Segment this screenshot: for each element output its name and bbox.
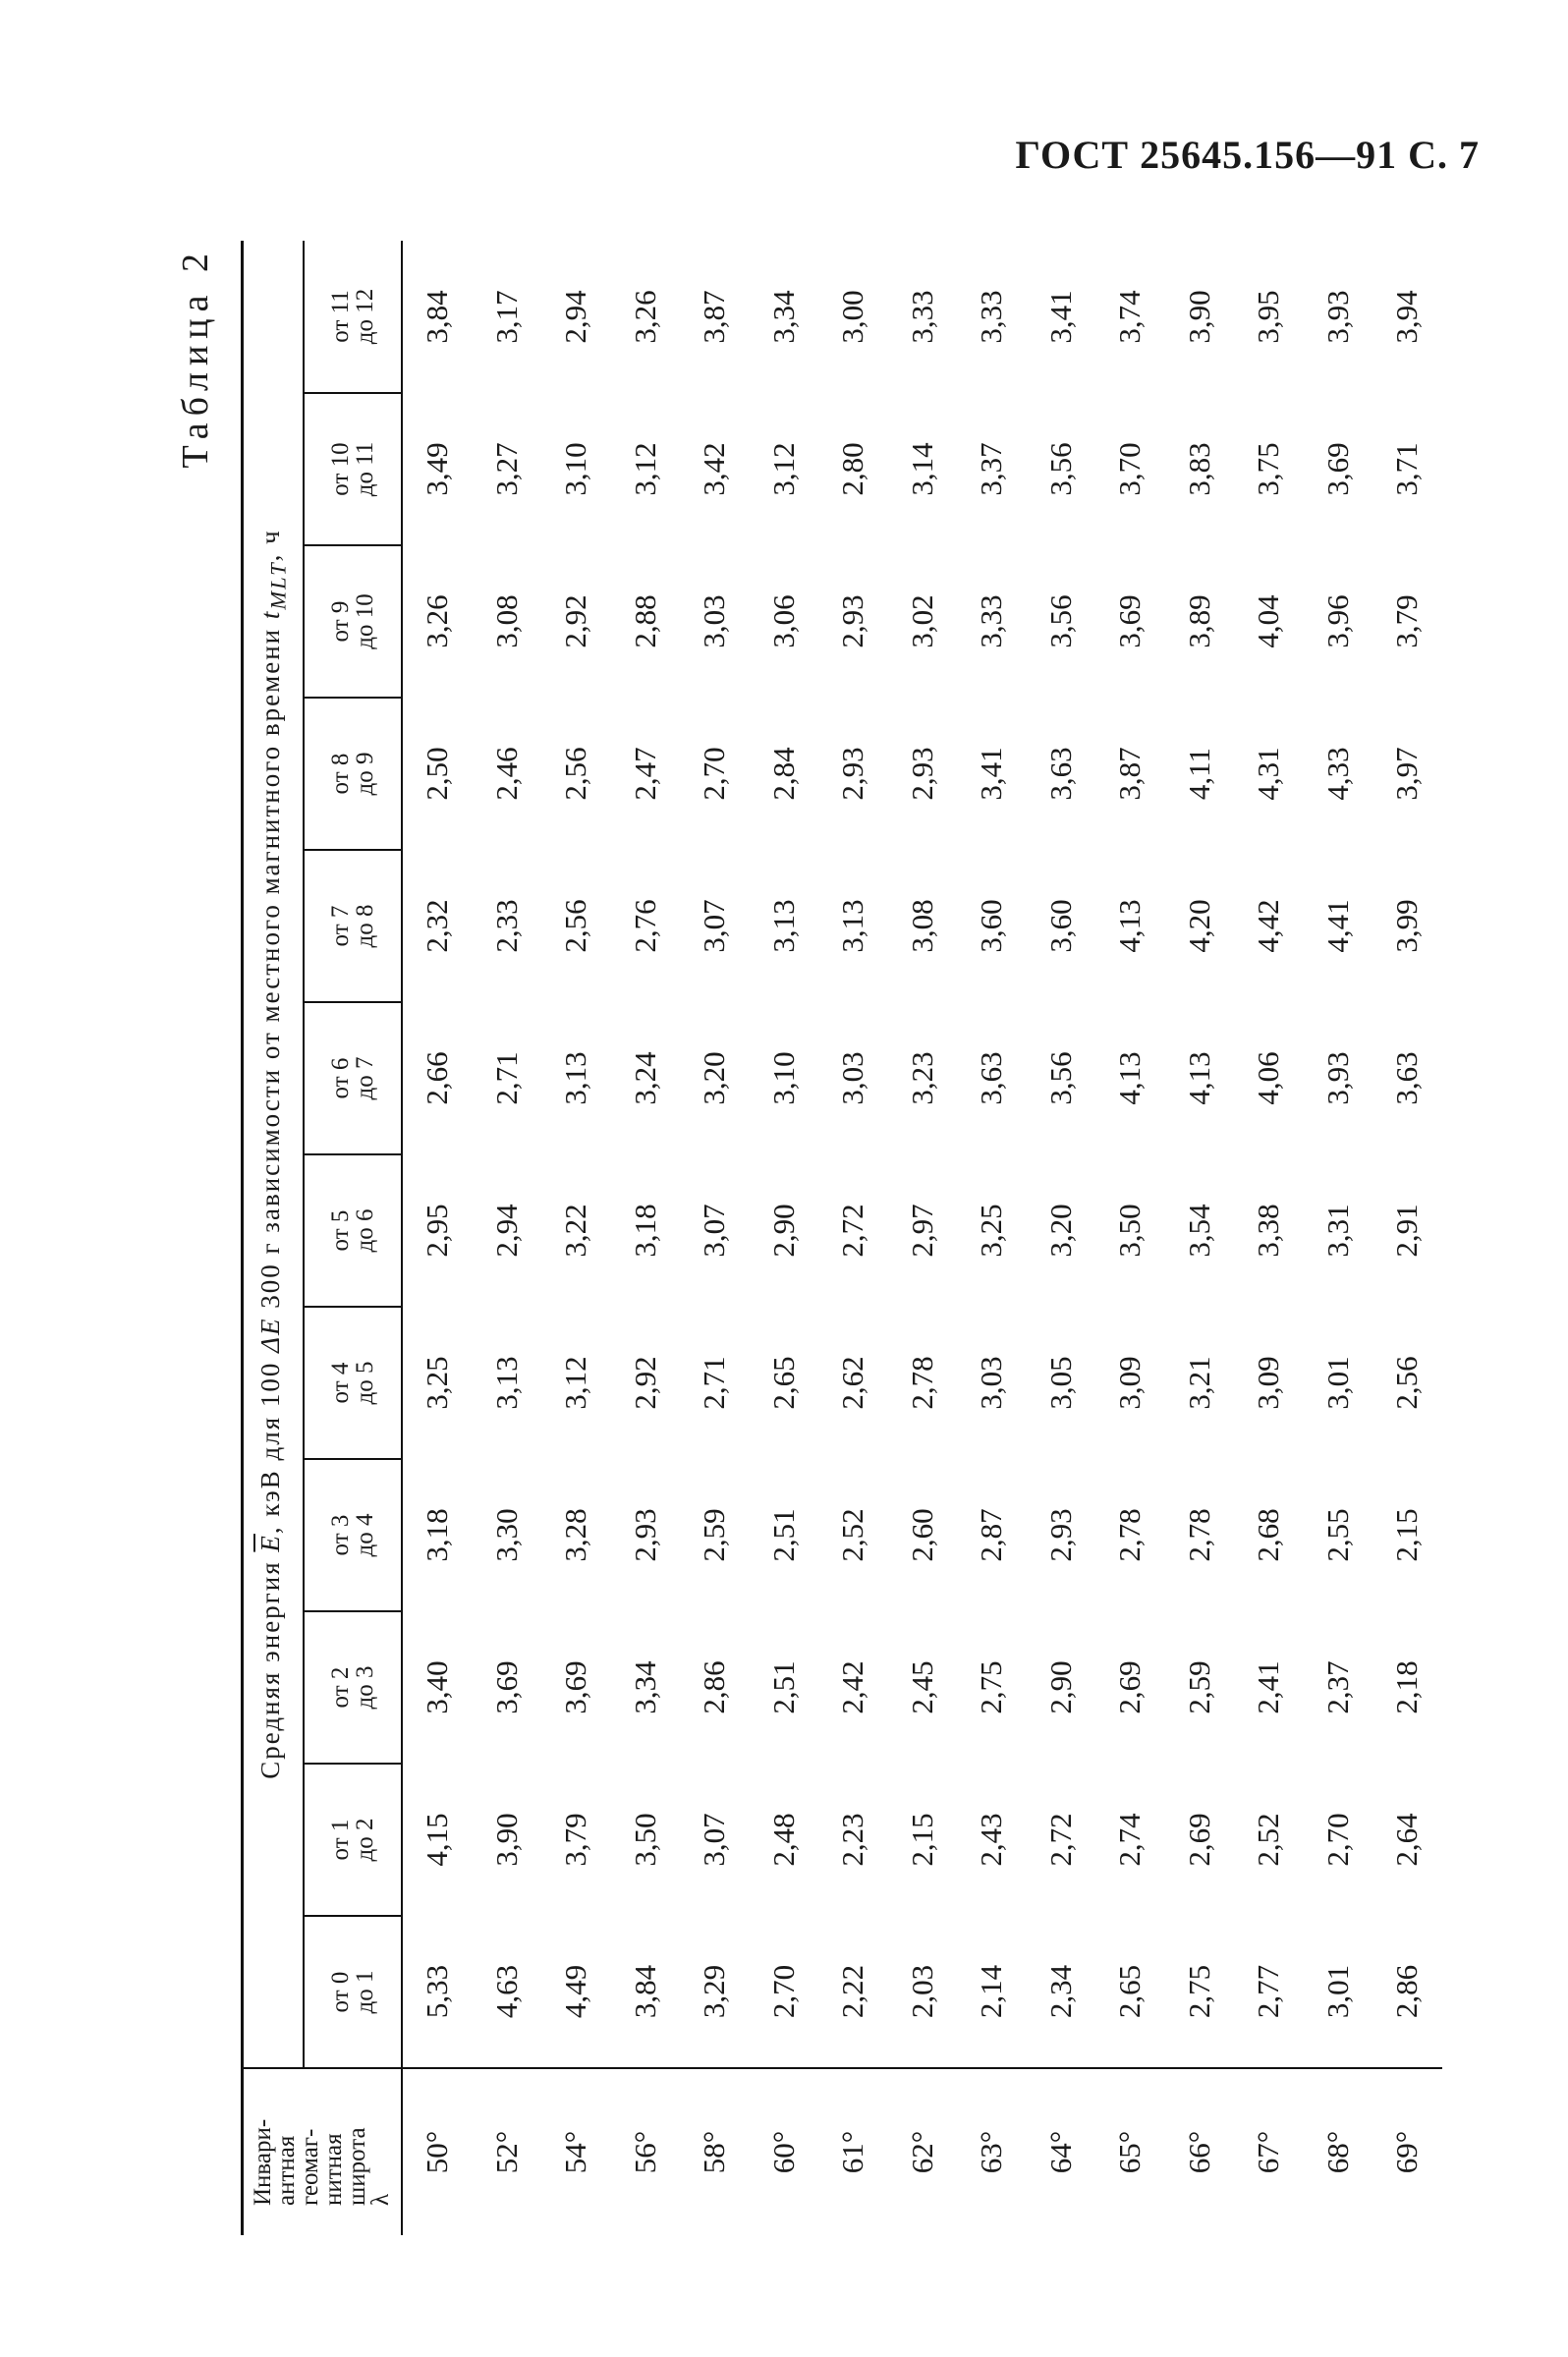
column-header-line: до 11 [352,441,378,497]
value-cell: 4,13 [1112,899,1148,953]
column-header [304,1916,402,2068]
value-cell: 3,23 [904,1051,939,1105]
value-cell: 3,60 [1042,899,1078,953]
value-cell: 3,42 [697,442,732,496]
value-cell: 3,20 [1042,1204,1078,1258]
value-cell: 3,18 [627,1204,662,1258]
value-cell: 2,66 [420,1051,455,1105]
value-cell: 3,49 [420,442,455,496]
column-header [304,1611,402,1764]
column-header-line: от 2 [327,1666,354,1709]
value-cell: 3,25 [974,1204,1009,1258]
value-cell: 3,22 [558,1204,593,1258]
value-cell: 3,24 [627,1051,662,1105]
value-cell: 2,70 [1319,1813,1355,1867]
column-header-line: до 5 [352,1361,378,1405]
table-row [888,241,958,2235]
value-cell: 3,89 [1181,594,1216,648]
value-cell: 3,75 [1251,442,1286,496]
value-cell: 2,70 [765,1964,801,2019]
value-cell: 3,00 [835,290,870,344]
latitude-cell: 58° [680,2068,750,2235]
value-cell: 2,46 [488,747,524,801]
value-cell: 3,13 [835,899,870,953]
latitude-cell: 68° [1304,2068,1373,2235]
value-cell: 3,08 [488,594,524,648]
value-cell: 3,07 [697,899,732,953]
value-cell: 2,90 [765,1204,801,1258]
value-cell: 2,65 [1112,1964,1148,2019]
value-cell: 2,88 [627,594,662,648]
column-header [304,1002,402,1154]
value-cell: 3,12 [765,442,801,496]
value-cell: 3,12 [558,1356,593,1410]
value-cell: 2,86 [697,1660,732,1714]
value-cell: 3,50 [627,1813,662,1867]
value-cell: 3,69 [1112,594,1148,648]
value-cell: 3,90 [488,1813,524,1867]
value-cell: 2,42 [835,1660,870,1714]
lat-header-line: Инвари- [250,2118,276,2206]
column-header-line: от 4 [327,1362,354,1404]
value-cell: 3,27 [488,442,524,496]
table-row [818,241,888,2235]
value-cell: 3,69 [558,1660,593,1714]
latitude-cell: 62° [888,2068,958,2235]
latitude-cell: 54° [541,2068,611,2235]
value-cell: 3,54 [1181,1204,1216,1258]
value-cell: 2,03 [904,1964,939,2019]
value-cell: 2,84 [765,747,801,801]
value-cell: 3,26 [627,290,662,344]
latitude-cell: 61° [818,2068,888,2235]
value-cell: 2,68 [1251,1508,1286,1562]
value-cell: 3,69 [1319,442,1355,496]
latitude-cell: 52° [473,2068,542,2235]
value-cell: 2,74 [1112,1813,1148,1867]
value-cell: 2,91 [1389,1204,1425,1258]
delta-e-symbol: ΔE [254,1317,285,1353]
column-header [304,545,402,698]
energy-header-units: , кэВ для 100 [254,1361,285,1535]
value-cell: 2,37 [1319,1660,1355,1714]
latitude-cell: 67° [1234,2068,1304,2235]
table-row [1027,241,1096,2235]
table-row [473,241,542,2235]
value-cell: 2,78 [1181,1508,1216,1562]
column-header [304,1459,402,1611]
value-cell: 2,75 [974,1660,1009,1714]
lat-header-line: антная [273,2135,300,2206]
value-cell: 3,13 [488,1356,524,1410]
value-cell: 2,14 [974,1964,1009,2019]
value-cell: 3,01 [1319,1356,1355,1410]
value-cell: 2,15 [904,1813,939,1867]
value-cell: 2,93 [835,594,870,648]
value-cell: 2,22 [835,1964,870,2019]
column-header-line: от 5 [327,1209,354,1252]
lat-header-line: нитная [320,2133,347,2206]
value-cell: 4,33 [1319,747,1355,801]
value-cell: 4,13 [1112,1051,1148,1105]
value-cell: 2,59 [697,1508,732,1562]
mlt-subscript: MLT [265,561,291,610]
column-header [304,1154,402,1307]
value-cell: 2,64 [1389,1813,1425,1867]
value-cell: 3,33 [974,290,1009,344]
value-cell: 2,94 [558,290,593,344]
value-cell: 4,13 [1181,1051,1216,1105]
latitude-cell: 50° [402,2068,473,2235]
value-cell: 3,95 [1251,290,1286,344]
column-header-line: от 3 [327,1514,354,1556]
column-header-line: до 1 [352,1970,378,2014]
value-cell: 2,41 [1251,1660,1286,1714]
table-row [611,241,681,2235]
column-header-line: до 7 [352,1056,378,1100]
table-caption: Таблица 2 [175,247,216,469]
value-cell: 4,31 [1251,747,1286,801]
column-header [304,850,402,1002]
lat-header-line: λ [367,2193,394,2206]
energy-symbol: $\overline{E}$ [254,1534,285,1552]
value-cell: 3,10 [558,442,593,496]
latitude-cell: 60° [750,2068,819,2235]
table-row [1372,241,1442,2235]
value-cell: 3,17 [488,290,524,344]
column-header-line: до 8 [352,904,378,948]
latitude-cell: 69° [1372,2068,1442,2235]
value-cell: 3,18 [420,1508,455,1562]
value-cell: 3,38 [1251,1204,1286,1258]
column-header-line: от 10 [327,442,354,496]
value-cell: 2,15 [1389,1508,1425,1562]
value-cell: 3,70 [1112,442,1148,496]
value-cell: 4,06 [1251,1051,1286,1105]
value-cell: 2,33 [488,899,524,953]
value-cell: 3,14 [904,442,939,496]
value-cell: 3,09 [1251,1356,1286,1410]
value-cell: 3,41 [974,747,1009,801]
value-cell: 3,56 [1042,1051,1078,1105]
rotated-table-block [172,241,1479,2235]
value-cell: 3,84 [420,290,455,344]
table-row [1095,241,1165,2235]
value-cell: 3,28 [558,1508,593,1562]
value-cell: 3,03 [835,1051,870,1105]
column-header-line: до 10 [352,593,378,649]
column-header-line: до 2 [352,1818,378,1862]
value-cell: 3,33 [974,594,1009,648]
value-cell: 3,63 [1389,1051,1425,1105]
value-cell: 3,01 [1319,1964,1355,2019]
value-cell: 3,34 [765,290,801,344]
table-row [680,241,750,2235]
value-cell: 2,56 [558,899,593,953]
column-header [304,1764,402,1916]
value-cell: 2,93 [627,1508,662,1562]
value-cell: 4,49 [558,1964,593,2019]
value-cell: 2,71 [488,1051,524,1105]
column-header-line: до 12 [352,288,378,345]
column-header-line: от 0 [327,1971,354,2013]
column-header-line: до 3 [352,1665,378,1710]
value-cell: 2,77 [1251,1964,1286,2019]
value-cell: 3,79 [558,1813,593,1867]
value-cell: 3,07 [697,1813,732,1867]
table-row [1165,241,1235,2235]
value-cell: 3,13 [558,1051,593,1105]
value-cell: 3,37 [974,442,1009,496]
table-row [750,241,819,2235]
column-header-line: до 4 [352,1513,378,1557]
value-cell: 2,86 [1389,1964,1425,2019]
value-cell: 2,71 [697,1356,732,1410]
value-cell: 2,45 [904,1660,939,1714]
value-cell: 2,18 [1389,1660,1425,1714]
value-cell: 3,02 [904,594,939,648]
value-cell: 2,78 [904,1356,939,1410]
t-symbol: t [254,609,285,620]
value-cell: 3,71 [1389,442,1425,496]
value-cell: 3,99 [1389,899,1425,953]
energy-table [241,241,1442,2235]
value-cell: 2,51 [765,1508,801,1562]
latitude-cell: 56° [611,2068,681,2235]
value-cell: 3,93 [1319,1051,1355,1105]
latitude-cell: 65° [1095,2068,1165,2235]
value-cell: 2,80 [835,442,870,496]
value-cell: 2,60 [904,1508,939,1562]
value-cell: 2,75 [1181,1964,1216,2019]
value-cell: 2,59 [1181,1660,1216,1714]
value-cell: 3,07 [697,1204,732,1258]
column-header [304,393,402,545]
value-cell: 3,12 [627,442,662,496]
value-cell: 2,92 [627,1356,662,1410]
value-cell: 3,63 [974,1051,1009,1105]
energy-header-mid: 300 г зависимости от местного магнитного времени [254,627,285,1309]
value-cell: 3,40 [420,1660,455,1714]
value-cell: 3,08 [904,899,939,953]
value-cell: 3,50 [1112,1204,1148,1258]
time-unit: , ч [254,529,285,562]
value-cell: 2,90 [1042,1660,1078,1714]
value-cell: 3,83 [1181,442,1216,496]
value-cell: 2,51 [765,1660,801,1714]
column-header-line: от 7 [327,905,354,947]
value-cell: 3,33 [904,290,939,344]
value-cell: 2,97 [904,1204,939,1258]
value-cell: 3,26 [420,594,455,648]
value-cell: 2,32 [420,899,455,953]
value-cell: 3,06 [765,594,801,648]
value-cell: 2,55 [1319,1508,1355,1562]
value-cell: 3,03 [974,1356,1009,1410]
value-cell: 3,13 [765,899,801,953]
value-cell: 3,69 [488,1660,524,1714]
value-cell: 4,20 [1181,899,1216,953]
value-cell: 2,47 [627,747,662,801]
value-cell: 3,63 [1042,747,1078,801]
value-cell: 2,94 [488,1204,524,1258]
value-cell: 2,70 [697,747,732,801]
value-cell: 3,97 [1389,747,1425,801]
column-header [304,241,402,393]
value-cell: 4,04 [1251,594,1286,648]
value-cell: 2,78 [1112,1508,1148,1562]
value-cell: 3,96 [1319,594,1355,648]
value-cell: 2,69 [1181,1813,1216,1867]
value-cell: 2,62 [835,1356,870,1410]
value-cell: 3,10 [765,1051,801,1105]
value-cell: 2,56 [1389,1356,1425,1410]
value-cell: 4,15 [420,1813,455,1867]
value-cell: 2,95 [420,1204,455,1258]
value-cell: 3,87 [1112,747,1148,801]
value-cell: 3,87 [697,290,732,344]
lat-header-line: геомаг- [297,2128,323,2206]
table-row [1304,241,1373,2235]
value-cell: 3,30 [488,1508,524,1562]
table-row [957,241,1027,2235]
value-cell: 3,56 [1042,442,1078,496]
value-cell: 3,29 [697,1964,732,2019]
column-header-line: от 8 [327,753,354,795]
latitude-cell: 66° [1165,2068,1235,2235]
column-header-line: от 11 [327,290,354,343]
value-cell: 2,93 [904,747,939,801]
value-cell: 3,94 [1389,290,1425,344]
value-cell: 3,79 [1389,594,1425,648]
value-cell: 3,74 [1112,290,1148,344]
latitude-header [243,2068,403,2235]
energy-header [243,241,305,2068]
value-cell: 4,41 [1319,899,1355,953]
value-cell: 3,09 [1112,1356,1148,1410]
value-cell: 2,48 [765,1813,801,1867]
value-cell: 3,05 [1042,1356,1078,1410]
lat-header-line: широта [344,2127,370,2206]
column-header-line: от 9 [327,600,354,643]
value-cell: 3,21 [1181,1356,1216,1410]
energy-header-prefix: Средняя энергия [254,1560,285,1779]
value-cell: 2,50 [420,747,455,801]
column-header [304,698,402,850]
latitude-cell: 63° [957,2068,1027,2235]
value-cell: 3,93 [1319,290,1355,344]
value-cell: 3,31 [1319,1204,1355,1258]
value-cell: 2,87 [974,1508,1009,1562]
value-cell: 3,41 [1042,290,1078,344]
value-cell: 4,11 [1181,747,1216,801]
value-cell: 3,34 [627,1660,662,1714]
value-cell: 2,72 [835,1204,870,1258]
value-cell: 2,93 [1042,1508,1078,1562]
value-cell: 2,72 [1042,1813,1078,1867]
table-row [402,241,473,2235]
column-header-line: от 1 [327,1819,354,1861]
value-cell: 4,42 [1251,899,1286,953]
value-cell: 2,65 [765,1356,801,1410]
latitude-cell: 64° [1027,2068,1096,2235]
value-cell: 2,52 [835,1508,870,1562]
value-cell: 3,90 [1181,290,1216,344]
column-header-line: от 6 [327,1057,354,1099]
value-cell: 3,03 [697,594,732,648]
value-cell: 3,25 [420,1356,455,1410]
value-cell: 3,60 [974,899,1009,953]
table-row [541,241,611,2235]
value-cell: 2,92 [558,594,593,648]
value-cell: 3,56 [1042,594,1078,648]
value-cell: 2,93 [835,747,870,801]
column-header-line: до 9 [352,752,378,796]
table-row [1234,241,1304,2235]
value-cell: 2,56 [558,747,593,801]
column-header-line: до 6 [352,1208,378,1253]
value-cell: 3,20 [697,1051,732,1105]
document-header: ГОСТ 25645.156—91 С. 7 [1015,133,1480,177]
column-header-row [304,241,402,2235]
value-cell: 2,52 [1251,1813,1286,1867]
value-cell: 2,69 [1112,1660,1148,1714]
value-cell: 2,76 [627,899,662,953]
column-header [304,1307,402,1459]
value-cell: 3,84 [627,1964,662,2019]
value-cell: 2,43 [974,1813,1009,1867]
value-cell: 5,33 [420,1964,455,2019]
value-cell: 2,23 [835,1813,870,1867]
value-cell: 4,63 [488,1964,524,2019]
value-cell: 2,34 [1042,1964,1078,2019]
